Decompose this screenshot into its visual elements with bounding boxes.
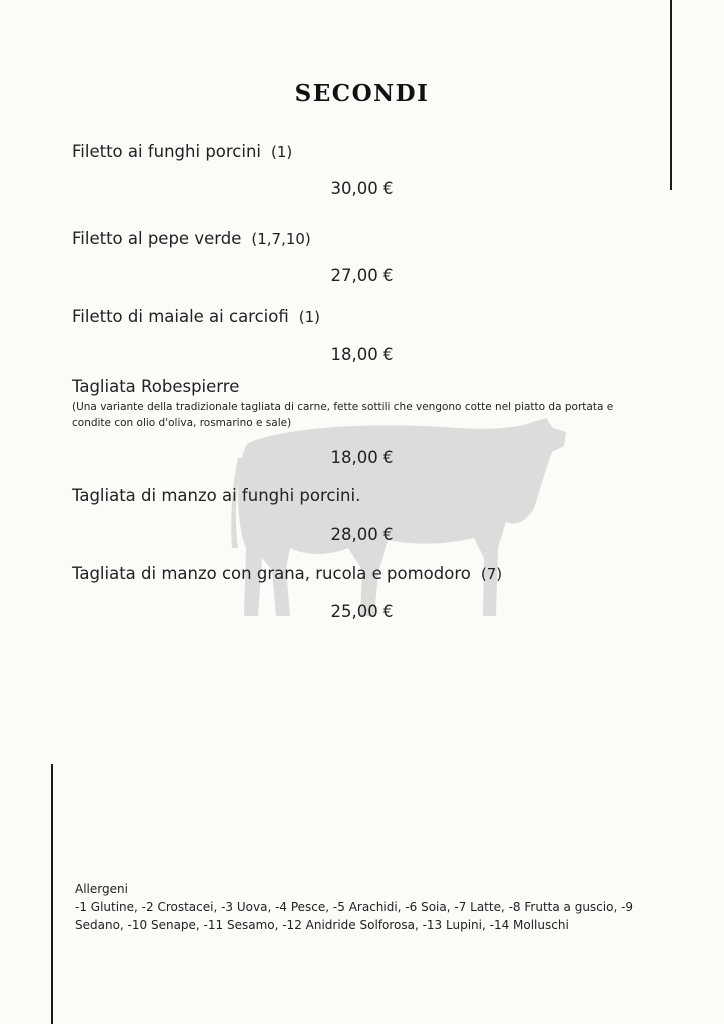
dish-allergens: (7) — [480, 565, 503, 583]
dish-name: Tagliata di manzo con grana, rucola e pomodoro — [72, 564, 471, 583]
menu-item-name — [72, 307, 320, 326]
menu-item-price: 18,00 € — [330, 345, 394, 364]
section-title: SECONDI — [294, 80, 430, 107]
allergens-list: -1 Glutine, -2 Crostacei, -3 Uova, -4 Pesce, -5 Arachidi, -6 Soia, -7 Latte, -8 Frutta a guscio, -9 Sedano, -10 Senape, -11 Sesamo, -12 Anidride Solforosa, -13 Lupini, -14 Molluschi — [75, 900, 634, 932]
menu-item-name — [72, 564, 502, 583]
dish-name: Tagliata di manzo ai funghi porcini. — [72, 486, 361, 505]
dish-allergens: (1) — [271, 143, 293, 161]
menu-item-price: 30,00 € — [330, 179, 394, 198]
menu-item-price: 28,00 € — [330, 525, 394, 544]
dish-name: Filetto ai funghi porcini — [72, 142, 262, 161]
dish-allergens: (1,7,10) — [251, 230, 311, 248]
allergens-legend — [75, 880, 665, 934]
dish-name: Filetto al pepe verde — [72, 229, 242, 248]
menu-item-price: 25,00 € — [330, 602, 394, 621]
menu-item-description: (Una variante della tradizionale tagliata di carne, fette sottili che vengono cotte nel piatto da portata e condite con olio d'oliva, rosmarino e sale) — [72, 401, 614, 429]
dish-allergens: (1) — [298, 308, 320, 326]
menu-item-price: 18,00 € — [330, 448, 394, 467]
dish-name: Tagliata Robespierre — [72, 377, 240, 396]
menu-item-name — [72, 229, 311, 248]
allergens-title: Allergeni — [75, 882, 128, 896]
menu-item-name — [72, 486, 360, 505]
menu-item-name — [72, 377, 239, 396]
cow-silhouette-icon — [228, 398, 568, 628]
menu-item-name — [72, 142, 292, 161]
dish-name: Filetto di maiale ai carciofi — [72, 307, 289, 326]
left-divider-line — [51, 764, 53, 1024]
menu-item-price: 27,00 € — [330, 266, 394, 285]
